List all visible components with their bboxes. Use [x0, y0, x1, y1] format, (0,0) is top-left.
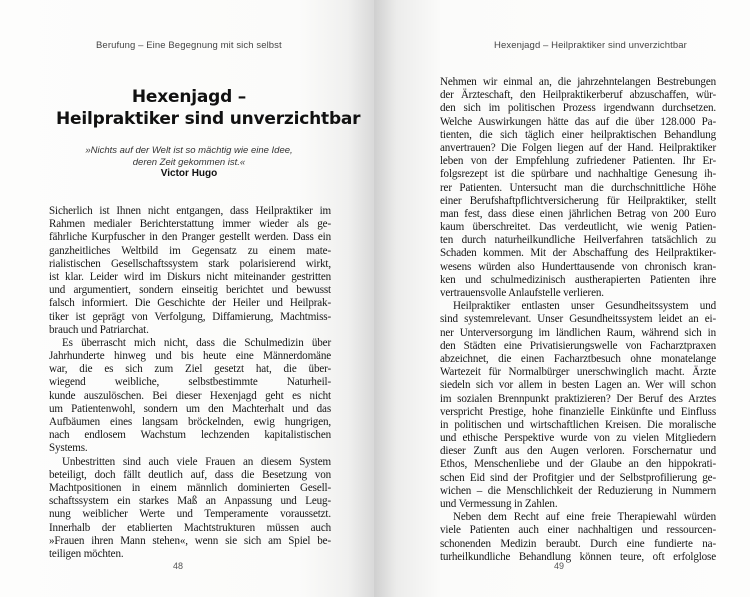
text-line: nach endlosem Wachstum lechzenden kapitalistischen	[49, 429, 331, 442]
text-line: siedeln sich vor allem in besten Lagen an. Wer will schon	[440, 379, 716, 392]
text-line: tiker ist geprägt von Verfolgung, Diffamierung, Machtmiss-	[49, 310, 331, 323]
chapter-title-line: Hexenjagd –	[131, 87, 247, 107]
text-line: Ethos, Menschenliebe und der Glaube an den hippokrati-	[440, 458, 716, 471]
text-line: schaftssystem ein starkes Maß an Anpassung und Leug-	[49, 495, 331, 508]
text-line: Nehmen wir einmal an, die jahrzehntelangen Bestrebungen	[440, 76, 716, 88]
text-line: Welche Auswirkungen hätte das auf die über 128.000 Pa-	[440, 115, 716, 128]
body-text	[440, 76, 716, 564]
text-line: viele Patienten auch einer nachhaltigen und ressourcen-	[440, 524, 716, 537]
running-head: Berufung – Eine Begegnung mit sich selbst	[96, 40, 282, 51]
text-line: rialistischen Gesellschaftssystem stark polarisierend wirkt,	[49, 257, 331, 270]
text-line: um Patientenwohl, sondern um den Machterhalt und das	[49, 402, 331, 415]
text-line: schen Eid sind der Profitgier und der Selbstprofilierung ge-	[440, 471, 716, 484]
chapter-title-line: Heilpraktiker sind unverzichtbar	[56, 109, 361, 129]
text-line: turheilkundliche Behandlung können teure, oft erfolglose	[440, 550, 716, 563]
text-line: abzeichnet, die einen Facharztbesuch ohne monatelange	[440, 352, 716, 365]
text-line: Systems.	[49, 442, 88, 455]
text-line: ken und schulmedizinisch austherapierten Patienten ihre	[440, 273, 716, 286]
text-line: wesens würden also Hunderttausende von chronisch kran-	[440, 260, 716, 273]
text-line: den Städten eine Privatisierungswelle von Facharztpraxen	[440, 339, 716, 352]
body-text	[49, 205, 331, 561]
text-line: und ethische Perspektive wurde von zu vielen Mitgliedern	[440, 432, 716, 445]
right-page	[374, 0, 750, 597]
text-line: und argumentiert, sondern einseitig berichtet und bewusst	[49, 284, 331, 297]
text-line: verspricht Prestige, hohe finanzielle Einkünfte und Einfluss	[440, 405, 716, 418]
text-line: ist klar. Leider wird im Diskurs nicht miteinander gestritten	[49, 270, 331, 283]
text-line: ganzheitliches Weltbild im Gegensatz zu einem mate-	[49, 244, 331, 257]
text-line: Rahmen medialer Berichterstattung immer wieder als ge-	[49, 218, 331, 231]
text-line: den sich im politischen Prozess irgendwann durchsetzen.	[440, 102, 716, 115]
chapter-title	[56, 86, 361, 130]
text-line: nung weiblicher Werte und Temperamente voraussetzt.	[49, 508, 331, 521]
text-line: Aufbäumen eines langsam bröckelnden, ewig hungrigen,	[49, 416, 331, 428]
text-line: fährliche Kurpfuscher in den Pranger gestellt werden. Dass ein	[49, 231, 331, 244]
page-number: 48	[173, 561, 184, 571]
text-line: Machtpositionen in einem männlich dominierten Gesell-	[49, 481, 331, 494]
text-line: Sicherlich ist Ihnen nicht entgangen, dass Heilpraktiker im	[49, 205, 331, 217]
text-line: beteiligt, doch fällt deutlich auf, dass die Besetzung von	[49, 468, 331, 481]
text-line: folgsrezept ist die spürbare und nachhaltige Genesung ih-	[440, 168, 716, 181]
text-line: der Ärzteschaft, den Heilpraktikerberuf abzuschaffen, wür-	[440, 89, 716, 102]
text-line: sind systemrelevant. Unser Gesundheitssystem leidet an ei-	[440, 313, 716, 326]
text-line: Neben dem Recht auf eine freie Therapiewahl würden	[453, 511, 716, 524]
text-line: Heilpraktiker entlasten unser Gesundheitssystem und	[453, 300, 716, 313]
text-line: falsch informiert. Die Geschichte der Heiler und Heilprak-	[49, 297, 331, 310]
text-line: Jahrhunderte hinweg und bis heute eine Männerdomäne	[49, 350, 331, 363]
text-line: wiegend weibliche, selbstbestimmte Naturheil-	[49, 376, 331, 389]
text-line: im sozialen Brennpunkt praktizieren? Der Beruf des Arztes	[440, 392, 716, 405]
text-line: Es überrascht mich nicht, dass die Schulmedizin über	[62, 336, 331, 349]
text-line: »Frauen ihren Mann stehen«, wenn sie sich am Spiel be-	[49, 534, 331, 547]
text-line: kaum überschreitet. Das verdeutlicht, wie wenig Patien-	[440, 221, 716, 234]
text-line: und Vermessung in Zahlen.	[440, 498, 558, 510]
text-line: Wartezeit für Normalbürger unerschwinglich macht. Ärzte	[440, 366, 716, 379]
text-line: brauch und Patriarchat.	[49, 323, 149, 336]
text-line: dieser Zunft aus den Augen verloren. Forschernatur und	[440, 445, 716, 458]
epigraph-line: deren Zeit gekommen ist.«	[132, 157, 246, 168]
text-line: einer Berufshaftpflichtversicherung für Heilpraktiker, stellt	[440, 194, 716, 207]
text-line: anvertrauen? Die Folgen liegen auf der Hand. Heilpraktiker	[440, 141, 716, 154]
running-head: Hexenjagd – Heilpraktiker sind unverzichtbar	[494, 40, 687, 51]
epigraph-line: »Nichts auf der Welt ist so mächtig wie eine Idee,	[85, 145, 293, 156]
left-page	[0, 0, 374, 597]
text-line: rer Patienten. Untersucht man die durchschnittliche Höhe	[440, 181, 716, 194]
text-line: kunde auszulöschen. Bei dieser Hexenjagd geht es nicht	[49, 389, 331, 402]
text-line: Schaden kommen. Mit der Abschaffung des Heilpraktiker-	[440, 247, 716, 260]
text-line: war, die es sich zum Ziel gesetzt hat, die über-	[49, 363, 331, 376]
text-line: teiligen möchten.	[49, 547, 124, 560]
page-number: 49	[554, 561, 565, 571]
epigraph-author: Victor Hugo	[160, 168, 218, 179]
text-line: schonenden Medizin beraubt. Durch eine fundierte na-	[440, 537, 716, 550]
epigraph-quote	[56, 145, 322, 169]
text-line: Unbestritten sind auch viele Frauen an diesem System	[62, 455, 331, 468]
text-line: leben von der Empfehlung zufriedener Patienten. Ihr Er-	[440, 155, 716, 168]
text-line: man fest, dass diese einen jährlichen Betrag von 200 Euro	[440, 207, 716, 220]
text-line: ten durch naturheilkundliche Heilverfahren tatsächlich zu	[440, 234, 716, 247]
text-line: tienten, die sich täglich einer heilpraktischen Behandlung	[440, 128, 716, 141]
text-line: Innerhalb der etablierten Machtstrukturen müssen auch	[49, 521, 331, 534]
text-line: vertrauensvolle Anlaufstelle verlieren.	[440, 287, 604, 299]
text-line: ner Unterversorgung im ländlichen Raum, während sich in	[440, 326, 716, 339]
text-line: wichen – die Menschlichkeit der Reduzierung in Nummern	[440, 484, 716, 497]
text-line: in politischen und wirtschaftlichen Kreisen. Die moralische	[440, 418, 716, 431]
